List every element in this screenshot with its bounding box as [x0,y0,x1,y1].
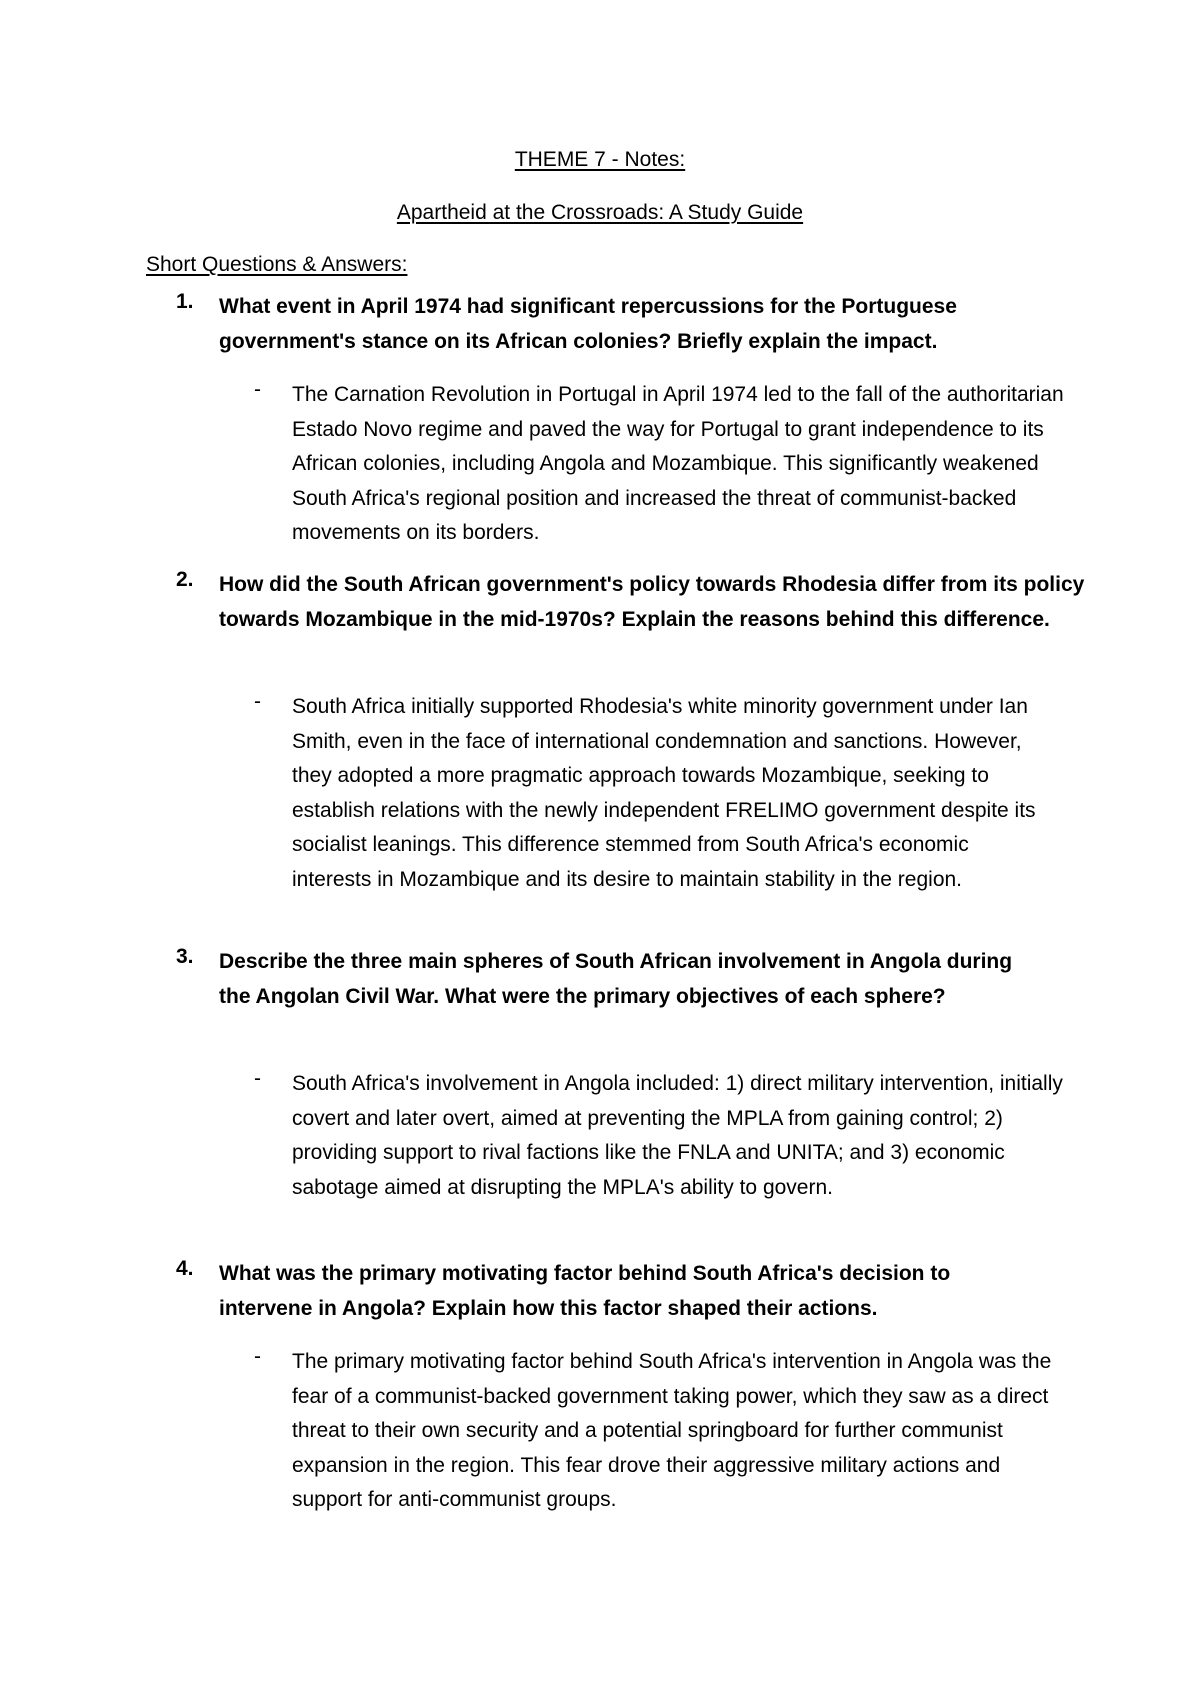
question-text: How did the South African government's policy towards Rhodesia differ from its policy towards Mozambique in the mid-1970s? Explain the reasons behind this difference. [219,573,1085,631]
question-number: 4. [176,1257,194,1280]
answer-text: South Africa's involvement in Angola included: 1) direct military intervention, initially covert and later overt, aimed at preventing the MPLA from gaining control; 2) providing support to rival factions like the FNLA and UNITA; and 3) economic sabotage aimed at disrupting the MPLA's ability to govern. [292,1072,1063,1199]
answer-bullet: - [254,378,261,401]
answer-text: The primary motivating factor behind South Africa's intervention in Angola was the fear of a communist-backed government taking power, which they saw as a direct threat to their own security and a potential springboard for further communist expansion in the region. This fear drove their aggressive military actions and support for anti-communist groups. [292,1350,1052,1511]
answer-text: South Africa initially supported Rhodesia's white minority government under Ian Smith, even in the face of international condemnation and sanctions. However, they adopted a more pragmatic approach towards Mozambique, seeking to establish relations with the newly independent FRELIMO government despite its socialist leanings. This difference stemmed from South Africa's economic interests in Mozambique and its desire to maintain stability in the region. [292,695,1036,891]
question-number: 3. [176,945,194,968]
question-text: What event in April 1974 had significant repercussions for the Portuguese government's stance on its African colonies? Briefly explain the impact. [219,295,957,353]
answer-bullet: - [254,1067,261,1090]
document-title: THEME 7 - Notes: [514,148,686,171]
question-text: What was the primary motivating factor behind South Africa's decision to intervene in Angola? Explain how this factor shaped their actions. [219,1262,951,1320]
question-text: Describe the three main spheres of South African involvement in Angola during the Angolan Civil War. What were the primary objectives of each sphere? [219,950,1013,1008]
document-subtitle: Apartheid at the Crossroads: A Study Guide [396,201,804,224]
answer-bullet: - [254,690,261,713]
question-number: 1. [176,290,194,313]
section-heading: Short Questions & Answers: [146,253,408,276]
answer-bullet: - [254,1345,261,1368]
question-number: 2. [176,568,194,591]
answer-text: The Carnation Revolution in Portugal in April 1974 led to the fall of the authoritarian Estado Novo regime and paved the way for Portugal to grant independence to its African colonies, including Angola and Mozambique. This significantly weakened South Africa's regional position and increased the threat of communist-backed movements on its borders. [292,383,1064,544]
